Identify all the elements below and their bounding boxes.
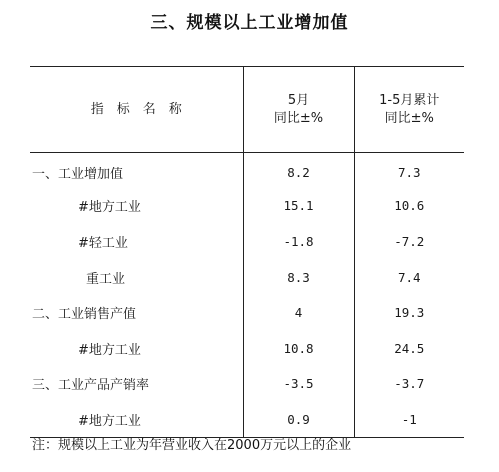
indicator-name-header-label: 指标名称 [90,101,195,117]
row-label: #轻工业 [78,235,128,251]
row-label: 一、工业增加值 [32,167,124,183]
row-label: 重工业 [86,271,126,287]
ytd-value: 7.4 [354,259,464,295]
industrial-value-added-table [30,66,464,438]
may-value: 8.2 [243,153,354,189]
ytd-header-line2: 同比±% [384,110,434,126]
ytd-value: 10.6 [354,188,464,224]
ytd-yoy-header [354,67,464,153]
table-row [30,153,464,189]
indicator-name-header [30,67,243,153]
ytd-header-line1: 1-5月累计 [379,92,440,108]
table-header-row [30,67,464,153]
table-row [30,224,464,260]
row-label: #地方工业 [78,200,141,216]
table-row [30,330,464,366]
ytd-value: 24.5 [354,330,464,366]
ytd-value: 7.3 [354,153,464,189]
may-header-line1: 5月 [287,92,310,108]
table-row [30,259,464,295]
may-value: 15.1 [243,188,354,224]
may-yoy-header [243,67,354,153]
row-label: #地方工业 [78,342,141,358]
table-row [30,366,464,402]
ytd-value: -7.2 [354,224,464,260]
footnote: 注：规模以上工业为年营业收入在2000万元以上的企业 [32,438,352,453]
table-row [30,188,464,224]
ytd-value: -3.7 [354,366,464,402]
may-value: 8.3 [243,259,354,295]
table-row [30,402,464,438]
may-value: 4 [243,295,354,331]
row-label: 三、工业产品产销率 [32,378,150,394]
may-value: -1.8 [243,224,354,260]
may-value: -3.5 [243,366,354,402]
may-value: 10.8 [243,330,354,366]
row-label: #地方工业 [30,402,243,438]
ytd-value: 19.3 [354,295,464,331]
row-label: 二、工业销售产值 [32,307,137,323]
table-row [30,295,464,331]
may-header-line2: 同比±% [273,110,324,126]
page-title: 三、规模以上工业增加值 [150,13,349,33]
may-value: 0.9 [243,402,354,438]
ytd-value: -1 [354,402,464,438]
